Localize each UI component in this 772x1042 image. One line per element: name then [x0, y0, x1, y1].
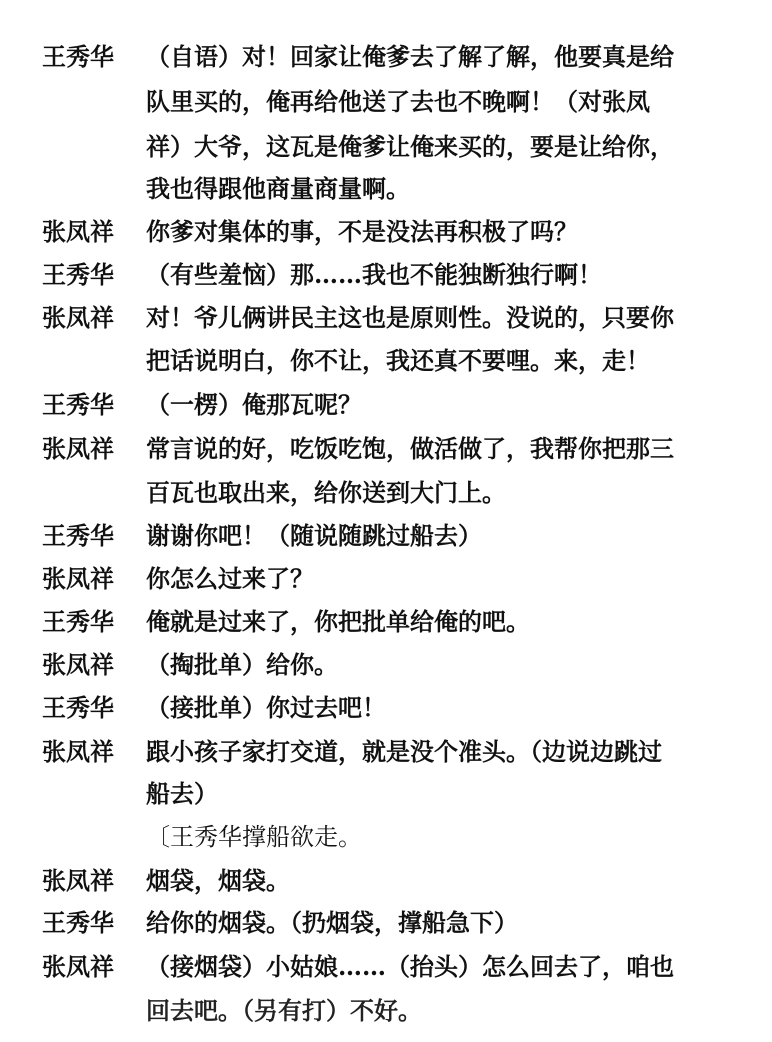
dialogue-text: 你爹对集体的事，不是没法再积极了吗？	[146, 217, 578, 246]
dialogue-text: （掏批单）给你。	[146, 650, 338, 679]
dialogue-text: 跟小孩子家打交道，就是没个准头。（边说边跳过	[146, 737, 662, 766]
speaker-name: 张凤祥	[42, 303, 114, 332]
dialogue-text: 队里买的，俺再给他送了去也不晚啊！（对张凤	[146, 87, 650, 116]
dialogue-text: 我也得跟他商量商量啊。	[146, 174, 410, 203]
dialogue-text: 烟袋，烟袋。	[146, 866, 290, 895]
speaker-name: 王秀华	[42, 693, 114, 722]
dialogue-text: 对！爷儿俩讲民主这也是原则性。没说的，只要你	[146, 303, 674, 332]
speaker-name: 张凤祥	[42, 434, 114, 463]
speaker-name: 王秀华	[42, 260, 114, 289]
stage-direction-text: 〔王秀华撑船欲走。	[146, 823, 362, 851]
dialogue-text: （接烟袋）小姑娘……（抬头）怎么回去了，咱也	[146, 952, 674, 981]
dialogue-text: 百瓦也取出来，给你送到大门上。	[146, 478, 506, 507]
dialogue-text: （接批单）你过去吧！	[146, 693, 386, 722]
dialogue-text: （有些羞恼）那……我也不能独断独行啊！	[146, 260, 602, 289]
dialogue-text: 祥）大爷，这瓦是俺爹让俺来买的，要是让给你，	[146, 132, 674, 161]
speaker-name: 张凤祥	[42, 866, 114, 895]
speaker-name: 王秀华	[42, 908, 114, 937]
speaker-name: 张凤祥	[42, 650, 114, 679]
speaker-name: 张凤祥	[42, 737, 114, 766]
dialogue-text: 给你的烟袋。（扔烟袋，撑船急下）	[146, 908, 518, 937]
dialogue-text: 俺就是过来了，你把批单给俺的吧。	[146, 607, 530, 636]
speaker-name: 王秀华	[42, 42, 114, 71]
dialogue-text: 船去）	[146, 779, 218, 808]
dialogue-text: 你怎么过来了？	[146, 564, 314, 593]
cut-off-text: 回去吧。（另有打）不好。	[146, 996, 422, 1025]
speaker-name: 张凤祥	[42, 564, 114, 593]
dialogue-text: 把话说明白，你不让，我还真不要哩。来，走！	[146, 346, 650, 375]
dialogue-text: （自语）对！回家让俺爹去了解了解，他要真是给	[146, 42, 674, 71]
speaker-name: 王秀华	[42, 607, 114, 636]
speaker-name: 张凤祥	[42, 952, 114, 981]
dialogue-text: 谢谢你吧！（随说随跳过船去）	[146, 521, 482, 550]
cut-off-bottom-line	[146, 992, 446, 1042]
speaker-name: 张凤祥	[42, 217, 114, 246]
speaker-name: 王秀华	[42, 390, 114, 419]
dialogue-text: （一楞）俺那瓦呢？	[146, 390, 362, 419]
speaker-name: 王秀华	[42, 521, 114, 550]
dialogue-text: 常言说的好，吃饭吃饱，做活做了，我帮你把那三	[146, 434, 674, 463]
